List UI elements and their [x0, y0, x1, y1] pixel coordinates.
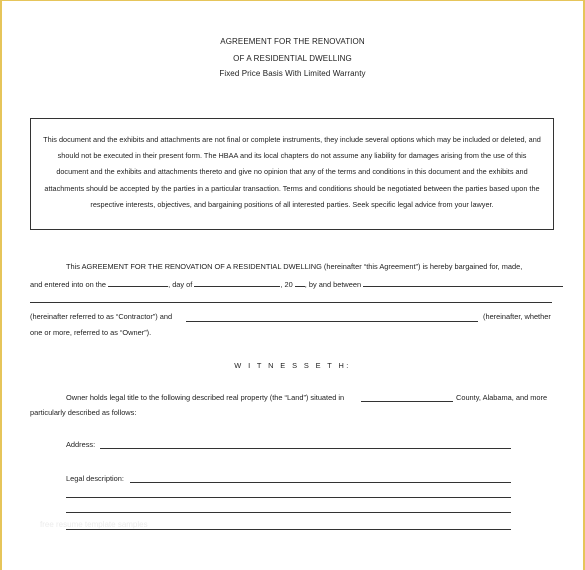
agreement-line-2 [30, 278, 563, 290]
agreement-line-2-day: , day of [168, 280, 193, 289]
agreement-line-2-end: , by and between [304, 280, 362, 289]
legal-description-field-1[interactable] [130, 482, 511, 483]
address-field[interactable] [100, 448, 511, 449]
county-blank[interactable] [361, 401, 453, 402]
land-line-1-end: County, Alabama, and more [456, 393, 548, 402]
title-line-2: OF A RESIDENTIAL DWELLING [233, 54, 352, 63]
agreement-line-3-end: (hereinafter, whether [483, 312, 551, 321]
legal-description-label: Legal description: [66, 474, 124, 483]
contractor-name-blank[interactable] [363, 278, 563, 287]
title-line-1: AGREEMENT FOR THE RENOVATION [220, 37, 365, 46]
watermark-text: free resume template samples [40, 520, 148, 529]
legal-description-field-2[interactable] [66, 497, 511, 498]
agreement-line-1: This AGREEMENT FOR THE RENOVATION OF A RESIDENTIAL DWELLING (hereinafter “this Agreement”) is hereby bargained for, made, [66, 262, 523, 271]
day-blank[interactable] [108, 278, 168, 287]
agreement-line-3-start: (hereinafter referred to as “Contractor”) and [30, 312, 173, 321]
land-line-2: particularly described as follows: [30, 408, 137, 417]
address-label: Address: [66, 440, 96, 449]
disclaimer-text: This document and the exhibits and attachments are not final or complete instruments, they include several options which may be included or deleted, and should not be executed in their present form. The HBAA and its local chapters do not assume any liability for damages arising from the use of this document and the exhibits and attachments thereto and give no opinion that any of the terms and conditions in this document and the exhibits and attachments should be accepted by the parties in a particular transaction. Terms and conditions should be negotiated between the parties based upon the respective interests, objectives, and bargaining positions of all interested parties. Seek specific legal advice from your lawyer. [43, 135, 541, 209]
owner-name-blank[interactable] [186, 321, 478, 322]
title-line-3: Fixed Price Basis With Limited Warranty [219, 69, 366, 78]
agreement-line-3 [30, 312, 172, 322]
legal-description-field-3[interactable] [66, 512, 511, 513]
witnesseth-heading: W I T N E S S E T H: [234, 361, 351, 370]
agreement-line-4: one or more, referred to as “Owner”). [30, 328, 152, 337]
legal-description-field-4[interactable] [66, 529, 511, 530]
year-blank[interactable] [295, 278, 305, 287]
land-line-1-start: Owner holds legal title to the following described real property (the “Land”) situated in [66, 393, 345, 402]
month-blank[interactable] [194, 278, 280, 287]
agreement-line-2-year: , 20 [280, 280, 293, 289]
contractor-continuation-line[interactable] [30, 302, 552, 303]
agreement-line-2-start: and entered into on the [30, 280, 107, 289]
disclaimer-box [30, 118, 554, 230]
